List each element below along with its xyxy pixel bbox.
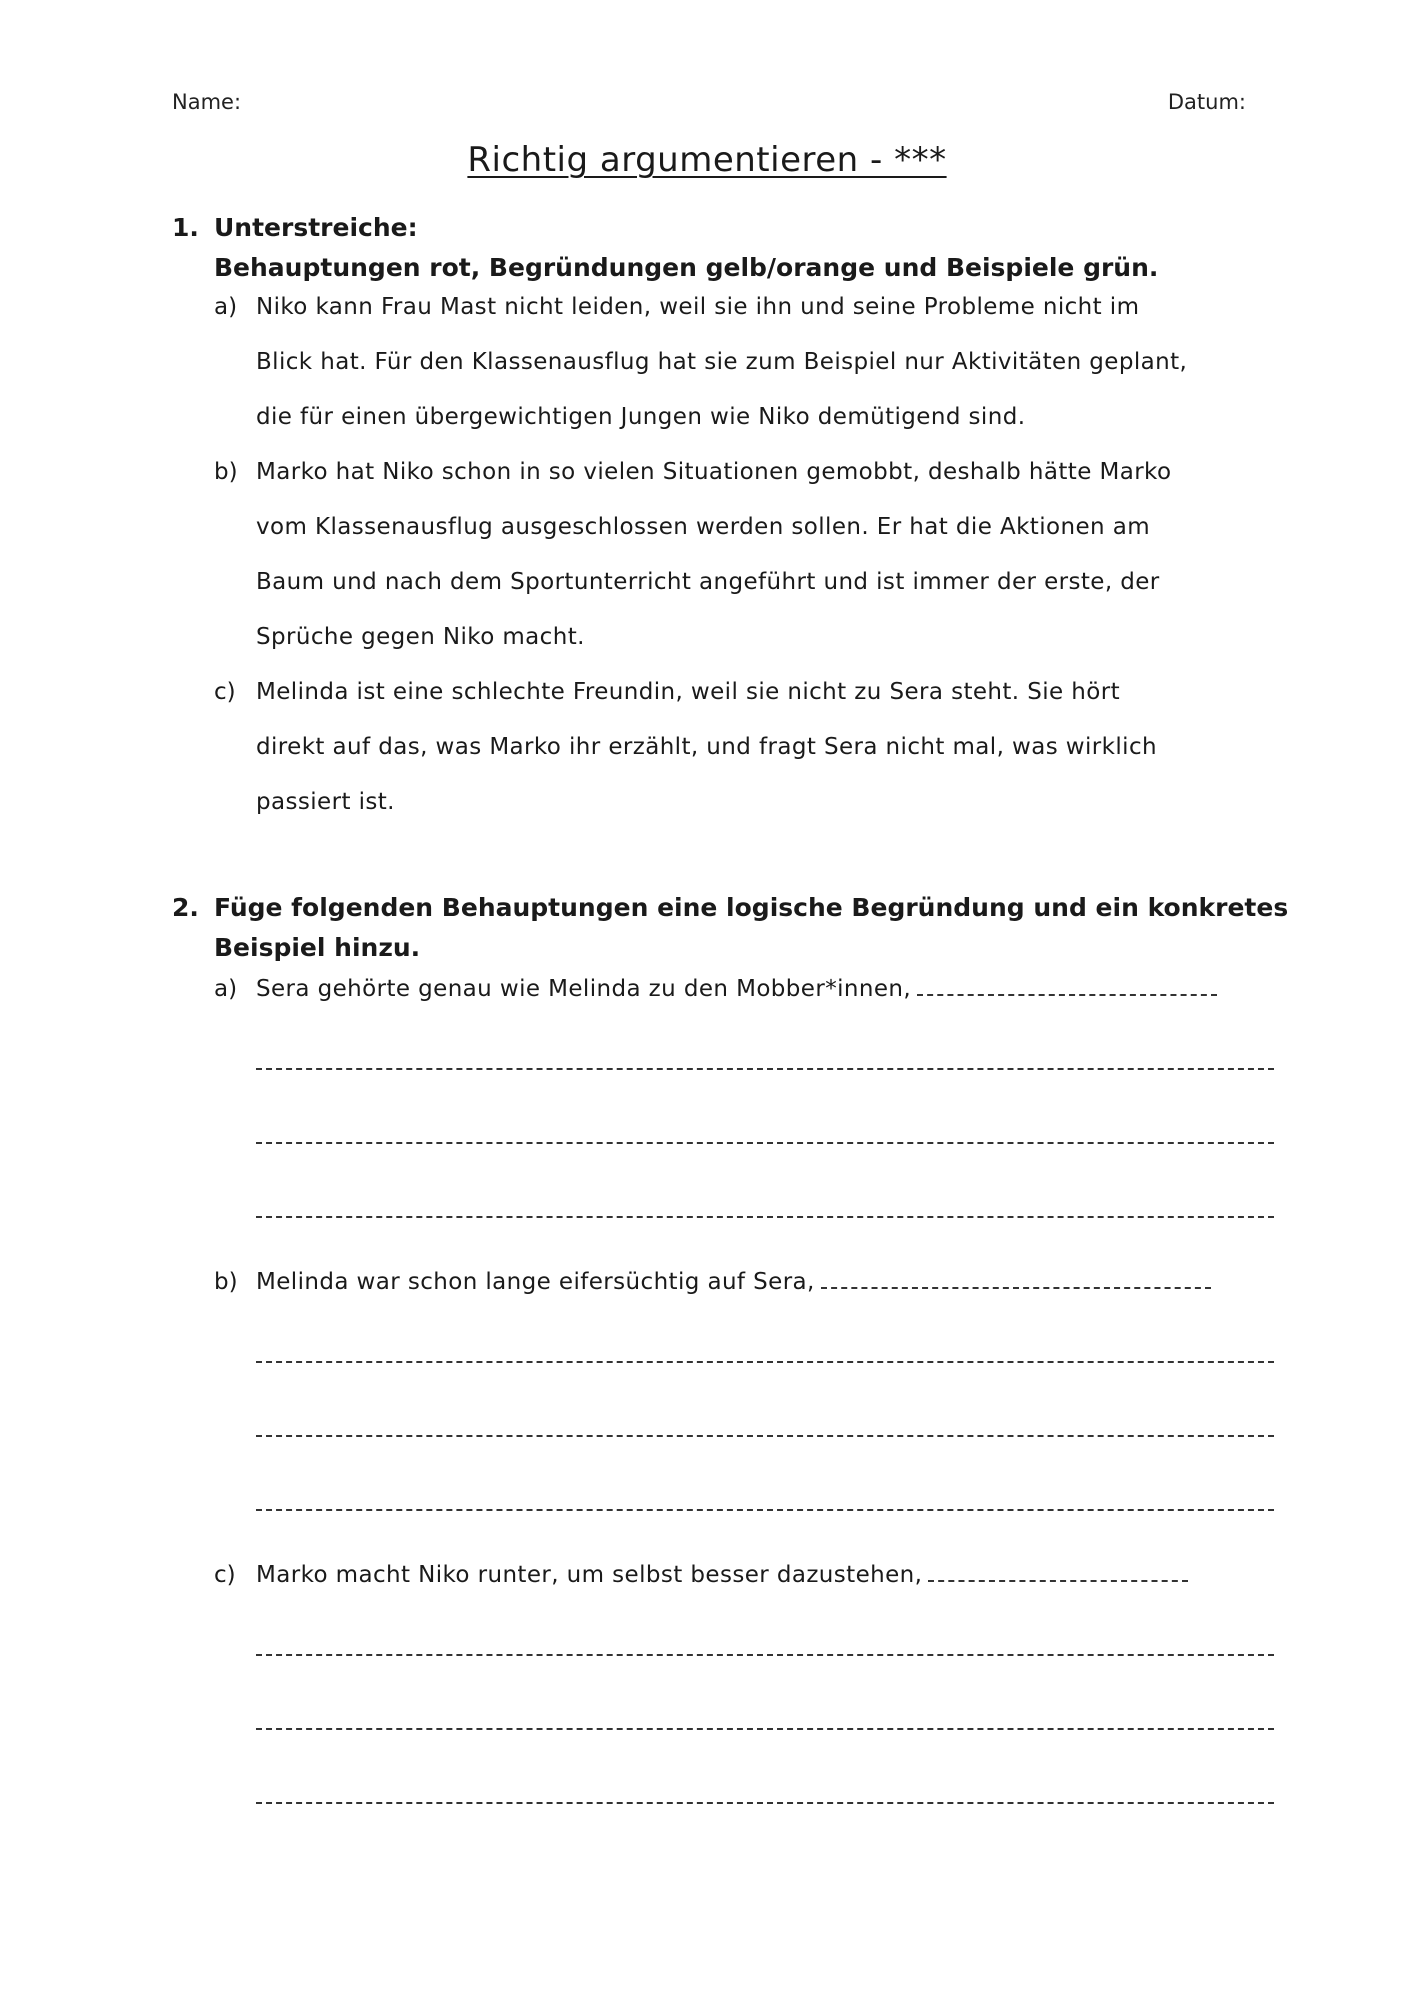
task2-item-c-letter: c) [214,1562,236,1588]
task1-item-c-line2: direkt auf das, was Marko ihr erzählt, und fragt Sera nicht mal, was wirklich [256,734,1157,760]
task2-item-c-answer-blank[interactable] [928,1574,1188,1582]
task1-item-a-line1: Niko kann Frau Mast nicht leiden, weil sie ihn und seine Probleme nicht im [256,294,1140,320]
task2-item-b-answer-blank[interactable] [821,1281,1211,1289]
date-label: Datum: [1167,90,1246,114]
task1-number: 1. [172,213,199,242]
task2-item-a-answer-line-3[interactable] [256,1216,1274,1218]
task2-item-c-prompt: Marko macht Niko runter, um selbst besser dazustehen, [256,1562,923,1588]
task2-item-b-answer-line-1[interactable] [256,1361,1274,1363]
name-label: Name: [172,90,242,114]
task2-item-c-answer-line-2[interactable] [256,1728,1274,1730]
task1-item-c-line3: passiert ist. [256,789,395,815]
task1-item-c-letter: c) [214,679,236,705]
page-title-text: Richtig argumentieren - *** [467,140,947,180]
task2-item-c-answer-line-1[interactable] [256,1654,1274,1656]
task2-item-b-prompt-row [256,1269,1211,1295]
task2-item-b-answer-line-3[interactable] [256,1509,1274,1511]
task2-item-a-answer-blank[interactable] [917,988,1217,996]
task2-number: 2. [172,893,199,922]
task1-item-b-line1: Marko hat Niko schon in so vielen Situationen gemobbt, deshalb hätte Marko [256,459,1172,485]
task2-item-b-prompt: Melinda war schon lange eifersüchtig auf Sera, [256,1269,815,1295]
task1-item-a-line2: Blick hat. Für den Klassenausflug hat sie zum Beispiel nur Aktivitäten geplant, [256,349,1188,375]
task2-item-c-answer-line-3[interactable] [256,1802,1274,1804]
task2-item-a-prompt-row [256,976,1217,1002]
task1-item-c-line1: Melinda ist eine schlechte Freundin, weil sie nicht zu Sera steht. Sie hört [256,679,1121,705]
page-title [0,140,1414,180]
task1-item-b-line2: vom Klassenausflug ausgeschlossen werden sollen. Er hat die Aktionen am [256,514,1150,540]
task2-heading-line1: Füge folgenden Behauptungen eine logische Begründung und ein konkretes [214,893,1289,922]
task1-item-b-line4: Sprüche gegen Niko macht. [256,624,585,650]
task1-item-b-line3: Baum und nach dem Sportunterricht angeführt und ist immer der erste, der [256,569,1160,595]
task1-item-a-letter: a) [214,294,238,320]
task2-item-b-answer-line-2[interactable] [256,1435,1274,1437]
task1-item-a-line3: die für einen übergewichtigen Jungen wie Niko demütigend sind. [256,404,1026,430]
task1-item-b-letter: b) [214,459,238,485]
task2-item-c-prompt-row [256,1562,1188,1588]
task2-item-a-letter: a) [214,976,238,1002]
task1-heading-line2: Behauptungen rot, Begründungen gelb/orange und Beispiele grün. [214,253,1159,282]
task2-heading-line2: Beispiel hinzu. [214,933,421,962]
task1-heading-line1: Unterstreiche: [214,213,418,242]
task2-item-a-answer-line-2[interactable] [256,1142,1274,1144]
task2-item-b-letter: b) [214,1269,238,1295]
task2-item-a-prompt: Sera gehörte genau wie Melinda zu den Mobber*innen, [256,976,912,1002]
task2-item-a-answer-line-1[interactable] [256,1068,1274,1070]
